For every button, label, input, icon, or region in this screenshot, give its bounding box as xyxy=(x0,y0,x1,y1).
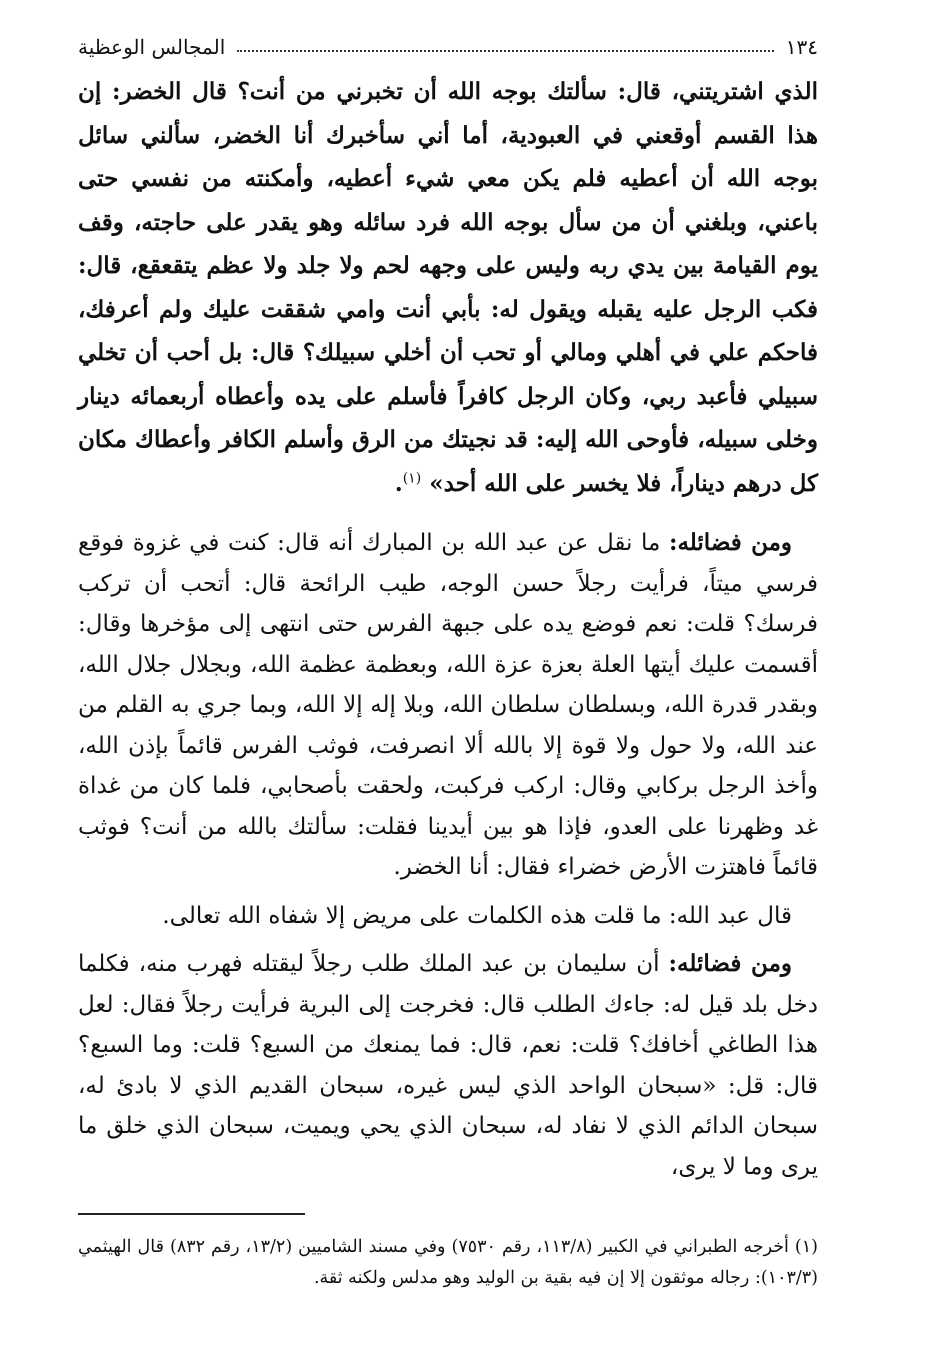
paragraph-lead: ومن فضائله: xyxy=(668,950,792,977)
footnote-text: (١) أخرجه الطبراني في الكبير (١١٣/٨، رقم ٧٥٣٠) وفي مسند الشاميين (١٣/٢، رقم ٨٣٢) قال الهيثمي (١٠٣/٣): رجاله موثقون إلا إن فيه بقية بن الوليد وهو مدلس ولكنه ثقة. xyxy=(78,1237,818,1288)
paragraph-ibn-mubarak xyxy=(78,523,818,888)
paragraph-lead: ومن فضائله: xyxy=(668,529,793,556)
book-title: المجالس الوعظية xyxy=(78,35,226,59)
paragraph-text: ما نقل عن عبد الله بن المبارك أنه قال: كنت في غزوة فوقع فرسي ميتاً، فرأيت رجلاً حسن الوجه، طيب الرائحة قال: أتحب أن تركب فرسك؟ قلت: نعم فوضع يده على جبهة الفرس حتى انتهى إلى مؤخرها وقال: أقسمت عليك أيتها العلة بعزة عزة الله، وبعظمة عظمة الله، وبجلال جلال الله، وبقدر قدرة الله، وبسلطان سلطان الله، وبلا إله إلا الله، وبما جري به القلم من عند الله، ولا حول ولا قوة إلا بالله ألا انصرفت، فوثب الفرس قائماً بإذن الله، وأخذ الرجل بركابي وقال: اركب فركبت، ولحقت بأصحابي، فلما كان من غداة غد وظهرنا على العدو، فإذا هو بين أيدينا فقلت: سألتك بالله من أنت؟ فوثب قائماً فاهتزت الأرض خضراء فقال: أنا الخضر. xyxy=(78,530,819,880)
paragraph-end-punctuation: . xyxy=(394,469,403,497)
paragraph-abdullah-saying xyxy=(78,896,818,937)
page-number: ١٣٤ xyxy=(785,35,818,59)
paragraph-sulayman xyxy=(78,944,818,1187)
paragraph-khidr-story xyxy=(78,70,818,505)
footnote-separator xyxy=(78,1213,305,1215)
paragraph-text: أن سليمان بن عبد الملك طلب رجلاً ليقتله فهرب منه، فكلما دخل بلد قيل له: جاءك الطلب قال: فخرجت إلى البرية فرأيت رجلاً فقال: لعل هذا الطاغي أخافك؟ قلت: نعم، قال: فما يمنعك من السبع؟ قلت: وما السبع؟ قال: قل: «سبحان الواحد الذي ليس غيره، سبحان القديم الذي لا بادئ له، سبحان الدائم الذي لا نفاد له، سبحان الذي يحي ويميت، سبحان الذي خلق ما يرى وما لا يرى، xyxy=(78,951,818,1180)
body-text xyxy=(78,70,818,1187)
footnote-reference[interactable]: (١) xyxy=(402,469,422,486)
footnote xyxy=(78,1232,818,1294)
running-header xyxy=(78,30,818,64)
paragraph-text: الذي اشتريتني، قال: سألتك بوجه الله أن تخبرني من أنت؟ قال الخضر: إن هذا القسم أوقعني في العبودية، أما أني سأخبرك أنا الخضر، سألني سائل بوجه الله أن أعطيه فلم يكن معي شيء أعطيه، وأمكنته من نفسي حتى باعني، وبلغني أن من سأل بوجه الله فرد سائله وهو يقدر على حاجته، وقف يوم القيامة بين يدي ربه وليس على وجهه لحم ولا جلد ولا عظم يتقعقع، قال: فكب الرجل عليه يقبله ويقول له: بأبي أنت وامي شققت عليك ولم أعرفك، فاحكم علي في أهلي ومالي أو تحب أن أخلي سبيلك؟ قال: بل أحب أن تخلي سبيلي فأعبد ربي، وكان الرجل كافراً فأسلم على يده وأعطاه أربعمائه دينار وخلى سبيله، فأوحى الله إليه: قد نجيتك من الرق وأسلم الكافر وأعطاك مكان كل درهم ديناراً، فلا يخسر على الله أحد» xyxy=(78,78,818,497)
header-dotted-leader xyxy=(237,50,774,52)
paragraph-text: قال عبد الله: ما قلت هذه الكلمات على مريض إلا شفاه الله تعالى. xyxy=(162,902,792,929)
book-page xyxy=(78,30,818,1187)
